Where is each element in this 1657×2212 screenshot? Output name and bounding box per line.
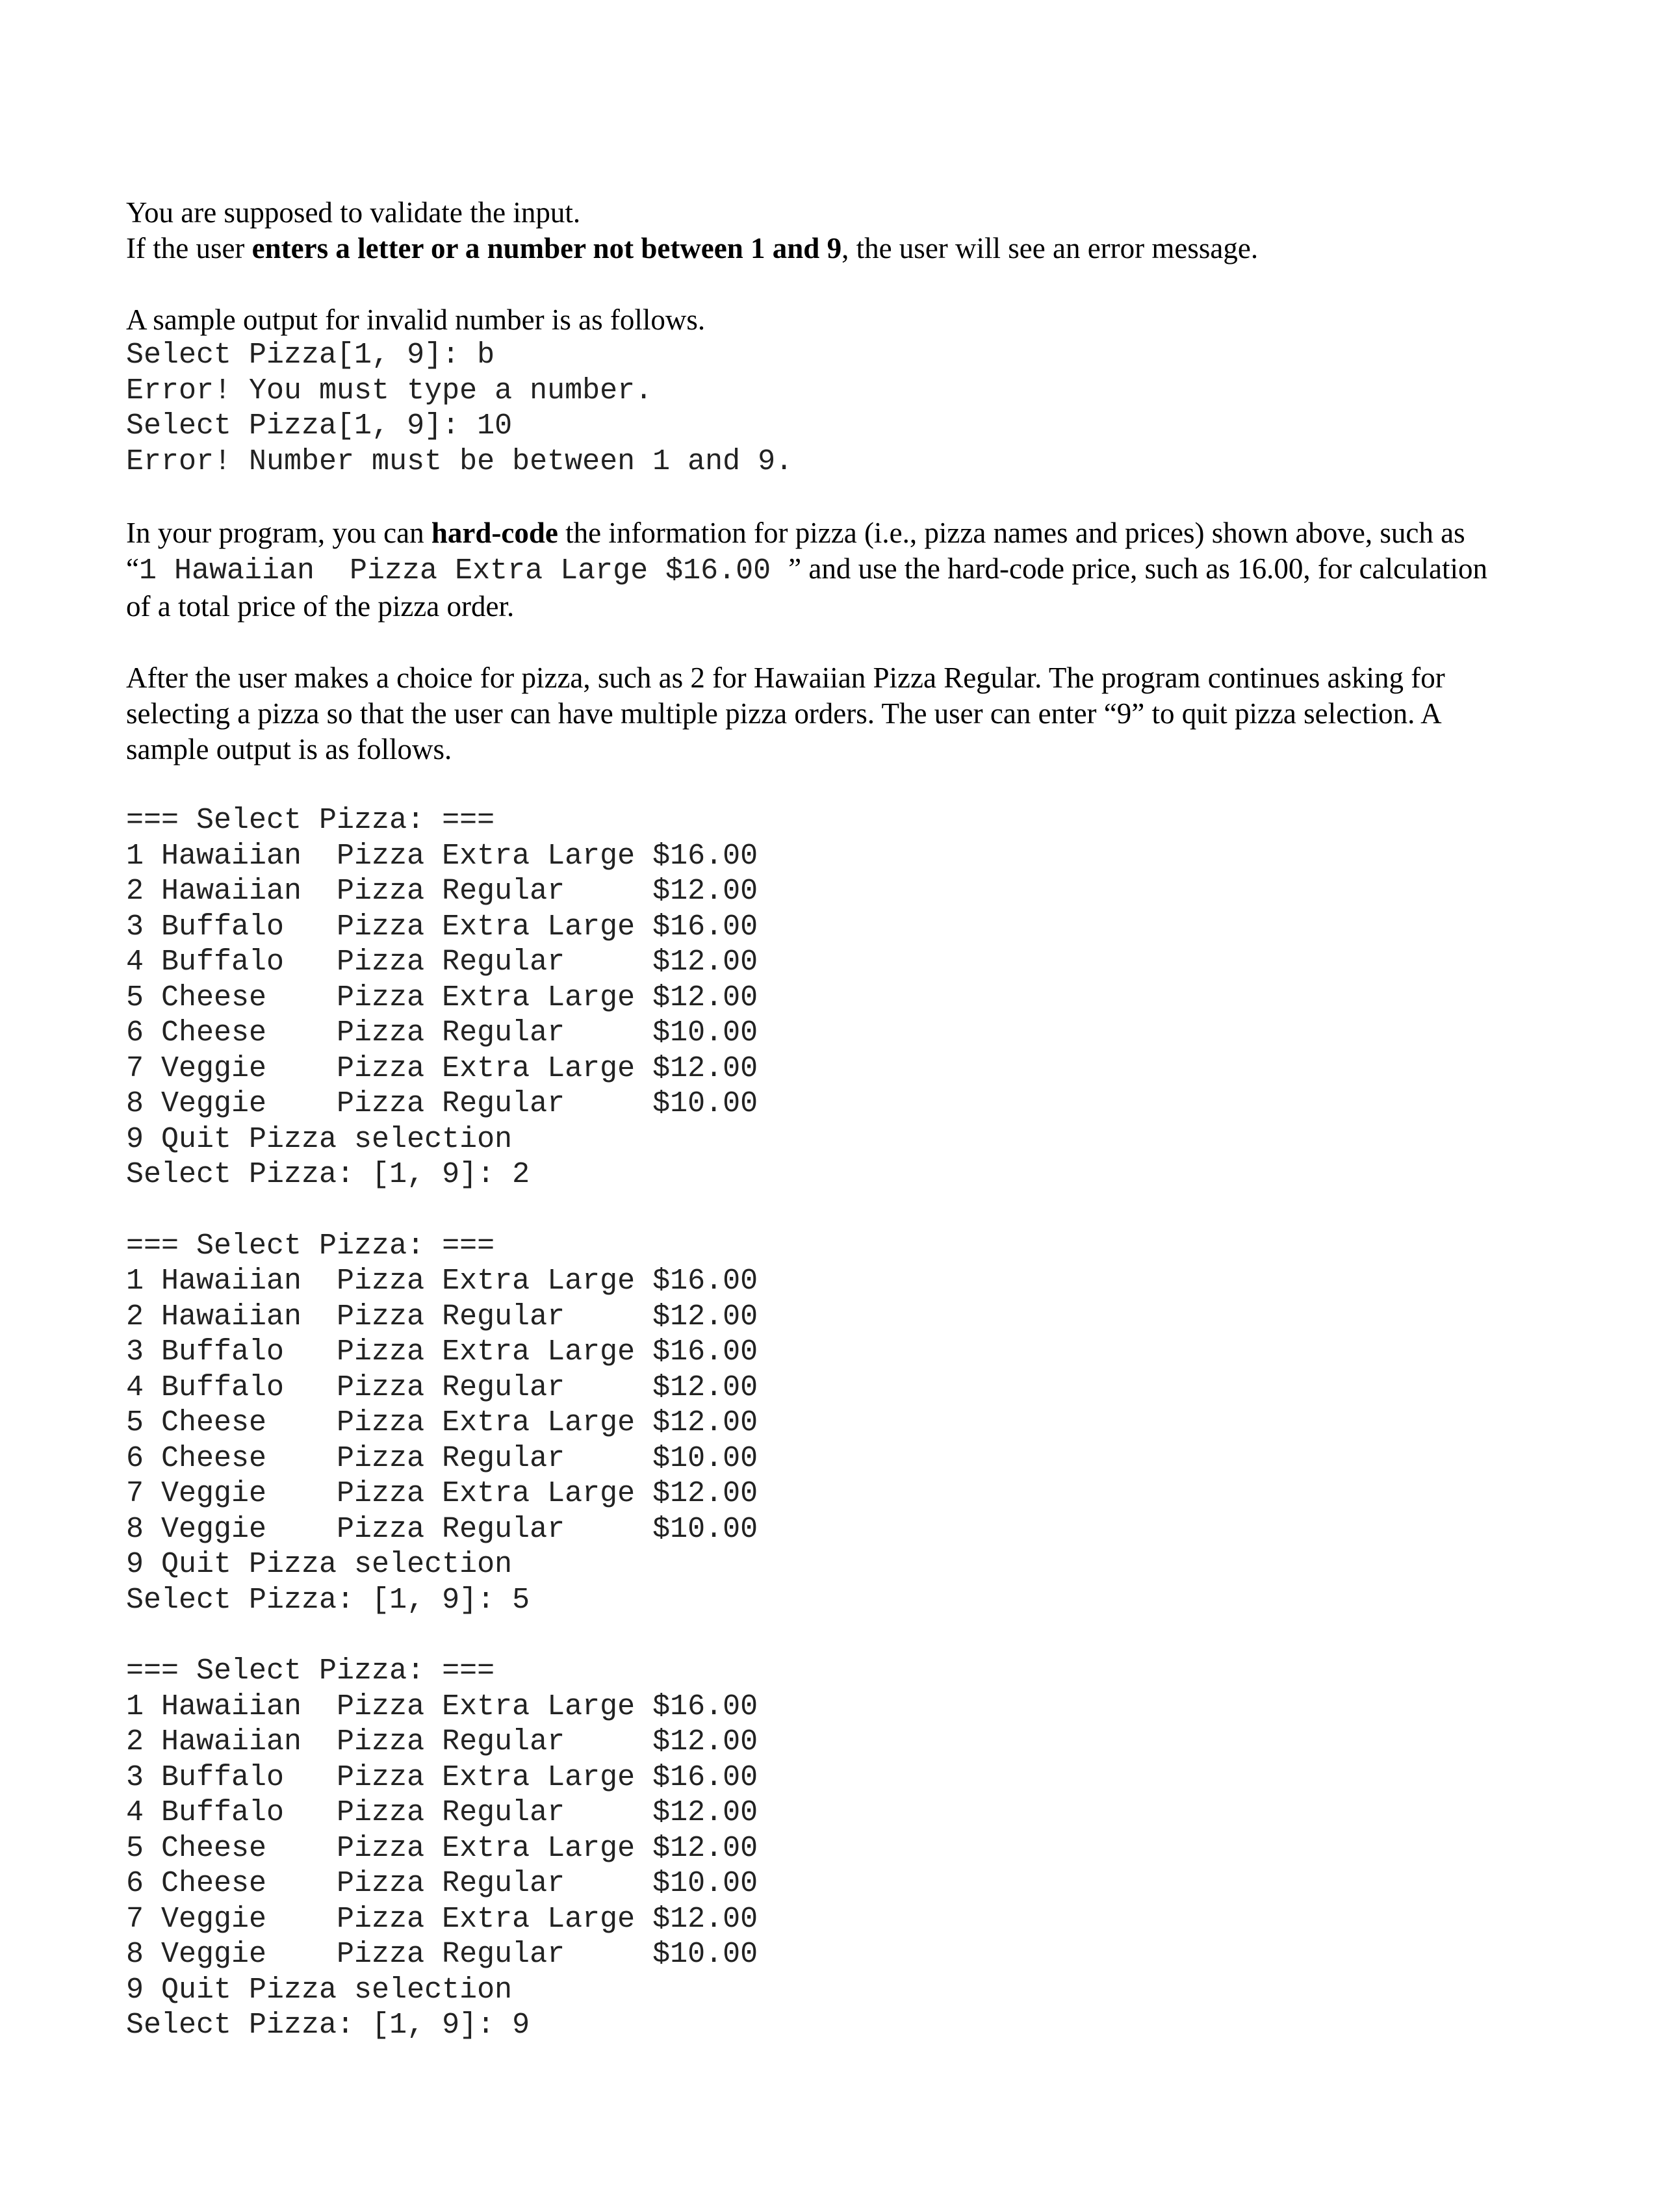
menu-header: === Select Pizza: === — [126, 1654, 495, 1688]
spacer — [126, 767, 1595, 803]
menu-quit-item: 9 Quit Pizza selection — [126, 1973, 513, 2007]
hardcode-bold: hard-code — [431, 517, 558, 549]
hardcode-mid: the information for pizza (i.e., pizza names and prices) shown above, such as — [558, 517, 1465, 549]
menu-item: 5 Cheese Pizza Extra Large $12.00 — [126, 1406, 758, 1439]
intro-line-2-post: , the user will see an error message. — [841, 232, 1259, 264]
menu-item: 8 Veggie Pizza Regular $10.00 — [126, 1512, 758, 1546]
code-line: Error! You must type a number. — [126, 374, 653, 407]
intro-line-2-pre: If the user — [126, 232, 252, 264]
menu-item: 4 Buffalo Pizza Regular $12.00 — [126, 1370, 758, 1404]
menu-prompt: Select Pizza: [1, 9]: 5 — [126, 1583, 530, 1617]
menu-item: 6 Cheese Pizza Regular $10.00 — [126, 1867, 758, 1900]
menu-quit-item: 9 Quit Pizza selection — [126, 1122, 513, 1156]
continue-line-2: selecting a pizza so that the user can have multiple pizza orders. The user can enter “9” to quit pizza selection. A — [126, 697, 1442, 730]
menu-item: 3 Buffalo Pizza Extra Large $16.00 — [126, 1335, 758, 1369]
menu-item: 6 Cheese Pizza Regular $10.00 — [126, 1016, 758, 1049]
menu-header: === Select Pizza: === — [126, 1229, 495, 1263]
menu-item: 7 Veggie Pizza Extra Large $12.00 — [126, 1477, 758, 1510]
menu-item: 2 Hawaiian Pizza Regular $12.00 — [126, 875, 758, 908]
menu-item: 7 Veggie Pizza Extra Large $12.00 — [126, 1051, 758, 1085]
menu-item: 4 Buffalo Pizza Regular $12.00 — [126, 945, 758, 979]
menu-item: 5 Cheese Pizza Extra Large $12.00 — [126, 981, 758, 1014]
menu-item: 1 Hawaiian Pizza Extra Large $16.00 — [126, 839, 758, 873]
pizza-menu-output — [126, 1654, 1595, 2044]
pizza-menu-output — [126, 803, 1595, 1193]
menu-item: 1 Hawaiian Pizza Extra Large $16.00 — [126, 1690, 758, 1723]
hardcode-line-1 — [126, 515, 1595, 551]
menu-prompt: Select Pizza: [1, 9]: 9 — [126, 2009, 530, 2042]
document-page — [126, 195, 1595, 2044]
code-line: Select Pizza[1, 9]: b — [126, 339, 495, 372]
invalid-sample-output — [126, 338, 1595, 480]
code-line: Select Pizza[1, 9]: 10 — [126, 409, 513, 443]
menu-item: 2 Hawaiian Pizza Regular $12.00 — [126, 1725, 758, 1758]
intro-line-1: You are supposed to validate the input. — [126, 196, 581, 229]
intro-line-2-bold: enters a letter or a number not between 1 and 9 — [251, 232, 842, 264]
spacer — [126, 1193, 1595, 1229]
spacer — [126, 480, 1595, 515]
hardcode-line-2 — [126, 551, 1595, 589]
hardcode-code-sample: 1 Hawaiian Pizza Extra Large $16.00 — [138, 554, 789, 587]
hardcode-quote-close: ” and use the hard-code price, such as 16.00, for calculation — [788, 552, 1487, 585]
code-line: Error! Number must be between 1 and 9. — [126, 444, 793, 478]
spacer — [126, 1618, 1595, 1654]
menu-item: 4 Buffalo Pizza Regular $12.00 — [126, 1796, 758, 1829]
continue-line-3: sample output is as follows. — [126, 733, 452, 765]
hardcode-line-3: of a total price of the pizza order. — [126, 590, 515, 623]
menu-header: === Select Pizza: === — [126, 804, 495, 837]
menu-item: 2 Hawaiian Pizza Regular $12.00 — [126, 1300, 758, 1333]
pizza-menu-output — [126, 1229, 1595, 1619]
spacer — [126, 266, 1595, 302]
menu-item: 1 Hawaiian Pizza Extra Large $16.00 — [126, 1265, 758, 1298]
menu-item: 8 Veggie Pizza Regular $10.00 — [126, 1087, 758, 1120]
menu-item: 7 Veggie Pizza Extra Large $12.00 — [126, 1902, 758, 1936]
invalid-sample-heading: A sample output for invalid number is as follows. — [126, 303, 706, 336]
menu-quit-item: 9 Quit Pizza selection — [126, 1548, 513, 1581]
intro-line-2 — [126, 231, 1595, 266]
hardcode-pre: In your program, you can — [126, 517, 431, 549]
menu-item: 8 Veggie Pizza Regular $10.00 — [126, 1938, 758, 1971]
menu-item: 6 Cheese Pizza Regular $10.00 — [126, 1441, 758, 1475]
menu-prompt: Select Pizza: [1, 9]: 2 — [126, 1158, 530, 1191]
hardcode-quote-open: “ — [126, 552, 139, 585]
menu-item: 3 Buffalo Pizza Extra Large $16.00 — [126, 1760, 758, 1794]
menu-item: 3 Buffalo Pizza Extra Large $16.00 — [126, 910, 758, 944]
menu-item: 5 Cheese Pizza Extra Large $12.00 — [126, 1831, 758, 1865]
spacer — [126, 624, 1595, 660]
continue-line-1: After the user makes a choice for pizza, such as 2 for Hawaiian Pizza Regular. The program continues asking for — [126, 662, 1445, 694]
